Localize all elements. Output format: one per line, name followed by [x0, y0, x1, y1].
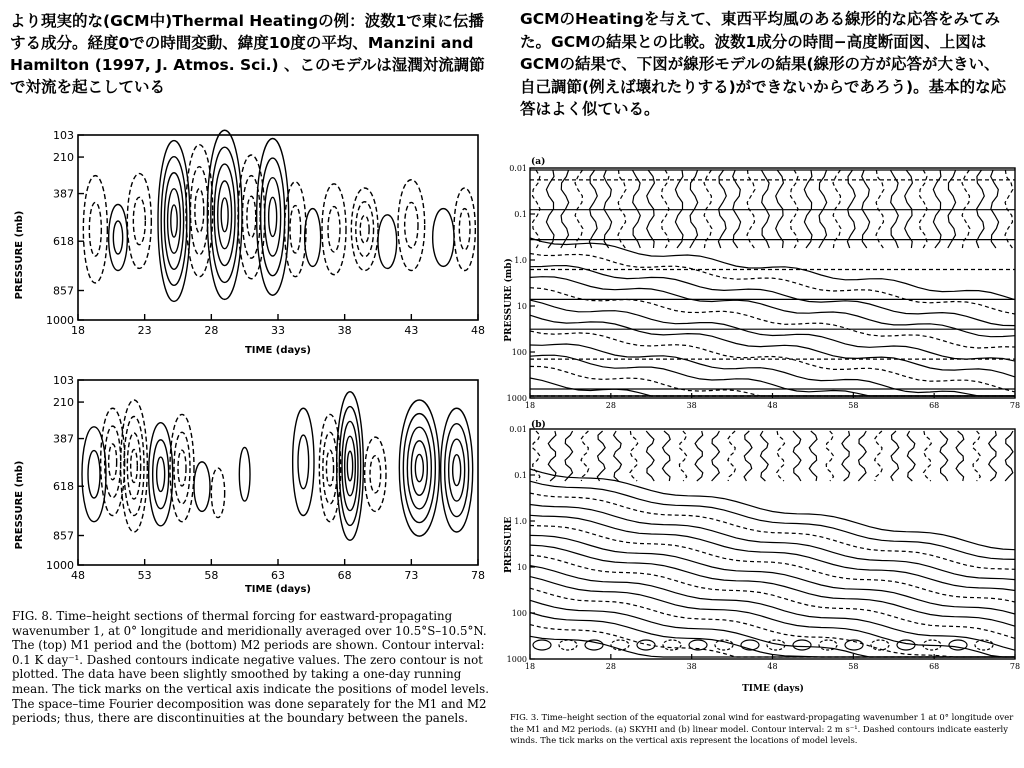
x-tick-label: 63	[271, 569, 285, 582]
westerly-contour	[976, 170, 984, 248]
negative-contour	[405, 202, 418, 247]
easterly-contour	[581, 431, 589, 481]
positive-contour	[433, 209, 454, 267]
westerly-contour	[776, 170, 784, 248]
x-tick-label: 58	[204, 569, 219, 582]
chart-fig8-top	[0, 125, 492, 360]
y-tick-label: 387	[53, 432, 74, 446]
x-tick-label: 68	[929, 662, 940, 671]
y-tick-label: 10	[516, 302, 527, 311]
easterly-contour	[1005, 170, 1013, 248]
westerly-contour	[809, 431, 817, 481]
positive-contour	[194, 462, 210, 511]
easterly-contour	[530, 526, 1015, 603]
easterly-contour	[618, 170, 626, 248]
easterly-contour	[530, 493, 1015, 569]
positive-contour	[411, 441, 427, 495]
x-axis-label: TIME (days)	[244, 345, 312, 356]
easterly-contour	[875, 431, 883, 481]
negative-contour	[131, 450, 138, 483]
positive-contour	[171, 205, 177, 237]
positive-contour	[293, 408, 314, 515]
negative-contour	[190, 167, 208, 255]
easterly-contour	[663, 640, 681, 650]
x-tick-label: 68	[337, 569, 352, 582]
easterly-contour	[530, 555, 1015, 638]
y-tick-label: 0.1	[514, 210, 527, 219]
x-tick-label: 78	[1009, 662, 1020, 671]
westerly-contour	[530, 566, 1015, 651]
y-axis-label: PRESSURE	[504, 516, 514, 574]
easterly-contour	[924, 431, 932, 481]
westerly-contour	[597, 431, 605, 481]
westerly-contour	[891, 431, 899, 481]
x-tick-label: 38	[686, 401, 697, 410]
negative-contour	[323, 432, 337, 503]
easterly-contour	[791, 170, 799, 248]
negative-contour	[195, 189, 204, 233]
x-tick-label: 38	[337, 324, 352, 337]
negative-contour	[326, 450, 333, 486]
x-tick-label: 48	[767, 662, 778, 671]
chart-fig3-a	[495, 150, 1020, 420]
westerly-contour	[632, 170, 640, 248]
westerly-contour	[949, 640, 967, 650]
positive-contour	[82, 427, 106, 522]
westerly-contour	[804, 170, 812, 248]
y-tick-label: 857	[53, 284, 74, 298]
westerly-contour	[530, 266, 1015, 326]
westerly-contour	[897, 640, 915, 650]
positive-contour	[305, 209, 321, 267]
easterly-contour	[530, 254, 1015, 315]
negative-contour	[127, 433, 140, 499]
positive-contour	[337, 392, 364, 540]
x-tick-label: 78	[471, 569, 485, 582]
y-tick-label: 1000	[46, 559, 74, 572]
chart-fig3-b	[495, 415, 1020, 705]
y-tick-label: 0.01	[509, 164, 527, 173]
easterly-contour	[962, 170, 970, 248]
negative-contour	[290, 206, 301, 253]
y-tick-label: 0.1	[514, 471, 527, 480]
positive-contour	[378, 215, 397, 269]
negative-contour	[370, 456, 381, 493]
negative-contour	[328, 207, 340, 252]
positive-contour	[218, 181, 232, 249]
westerly-contour	[819, 170, 827, 248]
westerly-contour	[933, 170, 941, 248]
westerly-contour	[989, 431, 997, 481]
westerly-contour	[675, 170, 683, 248]
westerly-contour	[530, 535, 1015, 614]
westerly-contour	[530, 515, 1015, 590]
x-tick-label: 48	[767, 401, 778, 410]
positive-contour	[399, 400, 439, 536]
figure-caption-left: FIG. 8. Time–height sections of thermal forcing for eastward-propagating wavenumber 1, at 0° longitude and meridionally averaged over 10.5°S–10.5°N. The (top) M1 period and the (bottom) M2 periods are shown. Contour interval: 0.1 K day⁻¹. Dashed contours indicate negative values. The zero contour is not plotted. The data have been slightly smoothed by taking a one-day running mean. The tick marks on the vertical axis indicate the positions of model levels. The space–time Fourier decomposition was done separately for the M1 and M2 periods; thus, there are discontinuities at the boundary between the panels.	[12, 609, 489, 726]
negative-contour	[365, 437, 386, 511]
y-tick-label: 618	[53, 480, 74, 494]
x-tick-label: 18	[71, 324, 85, 337]
x-tick-label: 48	[71, 569, 85, 582]
westerly-contour	[530, 277, 1015, 337]
westerly-contour	[862, 170, 870, 248]
x-tick-label: 73	[404, 569, 419, 582]
easterly-contour	[920, 170, 927, 248]
x-tick-label: 38	[686, 662, 697, 671]
negative-contour	[174, 432, 190, 503]
positive-contour	[347, 451, 352, 481]
positive-contour	[257, 139, 289, 296]
positive-contour	[265, 178, 281, 256]
positive-contour	[88, 451, 100, 498]
westerly-contour	[847, 170, 855, 248]
westerly-contour	[565, 431, 573, 481]
positive-contour	[269, 197, 277, 236]
y-tick-label: 1.0	[514, 256, 527, 265]
negative-contour	[398, 180, 425, 271]
x-tick-label: 18	[524, 662, 536, 671]
westerly-contour	[793, 640, 811, 650]
easterly-contour	[630, 431, 638, 481]
negative-contour	[83, 176, 107, 283]
easterly-contour	[533, 170, 541, 248]
westerly-contour	[956, 431, 964, 481]
x-tick-label: 28	[605, 401, 616, 410]
plot-frame	[530, 168, 1015, 398]
x-tick-label: 33	[271, 324, 285, 337]
negative-contour	[105, 426, 121, 497]
westerly-contour	[744, 431, 752, 481]
x-tick-label: 48	[471, 324, 485, 337]
positive-contour	[168, 189, 181, 253]
negative-contour	[109, 444, 117, 480]
y-tick-label: 210	[53, 151, 74, 165]
westerly-contour	[663, 431, 671, 481]
westerly-contour	[530, 315, 1015, 377]
negative-contour	[360, 216, 369, 243]
y-tick-label: 210	[53, 396, 74, 410]
easterly-contour	[747, 170, 755, 248]
westerly-contour	[637, 640, 655, 650]
westerly-contour	[1005, 431, 1013, 481]
westerly-contour	[561, 170, 569, 248]
westerly-contour	[548, 431, 556, 481]
westerly-contour	[530, 238, 1015, 300]
westerly-contour	[858, 431, 866, 481]
negative-contour	[133, 197, 145, 244]
westerly-contour	[991, 170, 999, 248]
westerly-contour	[546, 170, 554, 248]
negative-contour	[127, 174, 151, 269]
easterly-contour	[533, 431, 541, 481]
y-axis-label: PRESSURE (mb)	[504, 258, 514, 342]
y-tick-label: 387	[53, 187, 74, 201]
panel-label: (a)	[531, 157, 546, 167]
easterly-contour	[611, 640, 629, 650]
positive-contour	[298, 435, 309, 489]
negative-contour	[459, 209, 470, 250]
westerly-contour	[690, 170, 698, 248]
westerly-contour	[530, 481, 1015, 559]
easterly-contour	[973, 431, 981, 481]
easterly-contour	[728, 431, 736, 481]
y-tick-label: 0.01	[509, 425, 527, 434]
x-tick-label: 18	[524, 401, 536, 410]
y-tick-label: 1000	[506, 655, 527, 664]
westerly-contour	[907, 431, 915, 481]
westerly-contour	[647, 170, 655, 248]
positive-contour	[441, 408, 473, 532]
westerly-contour	[585, 640, 603, 650]
y-tick-label: 100	[511, 609, 527, 618]
westerly-contour	[733, 170, 741, 248]
y-tick-label: 103	[53, 129, 74, 142]
positive-contour	[345, 436, 356, 495]
westerly-contour	[604, 170, 612, 248]
westerly-contour	[718, 170, 726, 248]
westerly-contour	[530, 469, 1015, 550]
westerly-contour	[530, 545, 1015, 626]
positive-contour	[453, 455, 461, 486]
easterly-contour	[876, 170, 884, 248]
x-tick-label: 43	[404, 324, 419, 337]
westerly-contour	[712, 431, 720, 481]
negative-contour	[211, 468, 224, 517]
positive-contour	[157, 457, 165, 491]
westerly-contour	[905, 170, 913, 248]
negative-contour	[89, 202, 101, 256]
negative-contour	[454, 188, 475, 270]
x-axis-label: TIME (days)	[244, 584, 312, 595]
westerly-contour	[533, 640, 551, 650]
positive-contour	[113, 221, 122, 254]
y-tick-label: 1.0	[514, 517, 527, 526]
westerly-contour	[890, 170, 898, 248]
x-tick-label: 28	[204, 324, 219, 337]
negative-contour	[322, 184, 346, 275]
positive-contour	[153, 440, 169, 509]
y-tick-label: 103	[53, 374, 74, 387]
y-tick-label: 857	[53, 529, 74, 543]
japanese-description-left: より現実的な(GCM中)Thermal Heatingの例：波数1で東に伝播する成分。経度0での時間変動、緯度10度の平均、Manzini and Hamilton (1997, J. Atmos. Sci.) 、このモデルは湿潤対流調節で対流を起こしている	[10, 12, 485, 96]
y-tick-label: 1000	[506, 394, 527, 403]
positive-contour	[403, 414, 435, 523]
y-tick-label: 618	[53, 235, 74, 249]
x-tick-label: 23	[137, 324, 152, 337]
positive-contour	[239, 447, 250, 501]
westerly-contour	[530, 600, 1015, 657]
y-axis-label: PRESSURE (mb)	[14, 210, 25, 300]
westerly-contour	[842, 431, 850, 481]
positive-contour	[109, 205, 128, 271]
westerly-contour	[646, 431, 654, 481]
westerly-contour	[589, 170, 597, 248]
positive-contour	[221, 198, 228, 232]
easterly-contour	[871, 640, 889, 650]
x-tick-label: 58	[848, 662, 859, 671]
westerly-contour	[940, 431, 948, 481]
chart-fig8-bottom	[0, 370, 492, 605]
y-tick-label: 100	[511, 348, 527, 357]
x-tick-label: 78	[1009, 401, 1020, 410]
x-tick-label: 53	[137, 569, 152, 582]
westerly-contour	[530, 505, 1015, 580]
easterly-contour	[575, 170, 583, 248]
x-axis-label: TIME (days)	[742, 684, 804, 694]
easterly-contour	[559, 640, 577, 650]
easterly-contour	[530, 288, 1015, 348]
y-tick-label: 10	[516, 563, 527, 572]
positive-contour	[449, 439, 465, 501]
easterly-contour	[530, 625, 1015, 657]
x-tick-label: 28	[605, 662, 616, 671]
y-tick-label: 1000	[46, 314, 74, 327]
easterly-contour	[662, 170, 670, 248]
westerly-contour	[793, 431, 801, 481]
negative-contour	[178, 450, 186, 486]
westerly-contour	[614, 431, 622, 481]
westerly-contour	[760, 431, 768, 481]
easterly-contour	[826, 431, 834, 481]
westerly-contour	[948, 170, 956, 248]
positive-contour	[415, 454, 423, 481]
japanese-description-right: GCMのHeatingを与えて、東西平均風のある線形的な応答をみてみた。GCMの結果との比較。波数1成分の時間−高度断面図、上図はGCMの結果で、下図が線形モデルの結果(線形の方が応答が大きい、自己調節(例えば壊れたりする)ができないからであろう)。基本的な応答はよく似ている。	[520, 10, 1007, 118]
y-axis-label: PRESSURE (mb)	[14, 460, 25, 550]
westerly-contour	[695, 431, 703, 481]
x-tick-label: 58	[848, 401, 859, 410]
easterly-contour	[833, 170, 841, 248]
westerly-contour	[761, 170, 769, 248]
easterly-contour	[530, 331, 1015, 392]
easterly-contour	[777, 431, 785, 481]
panel-label: (b)	[531, 420, 546, 430]
x-tick-label: 68	[929, 401, 940, 410]
negative-contour	[356, 202, 374, 257]
figure-caption-right: FIG. 3. Time–height section of the equatorial zonal wind for eastward-propagating wavenumber 1 at 0° longitude over the M1 and M2 periods. (a) SKYHI and (b) linear model. Contour interval: 2 m s⁻¹. Dashed contours indicate easterly winds. The tick marks on the vertical axis represent the locations of model levels.	[510, 712, 1014, 745]
negative-contour	[247, 196, 256, 237]
plot-frame	[78, 380, 478, 565]
easterly-contour	[679, 431, 687, 481]
easterly-contour	[704, 170, 712, 248]
positive-contour	[158, 141, 190, 302]
